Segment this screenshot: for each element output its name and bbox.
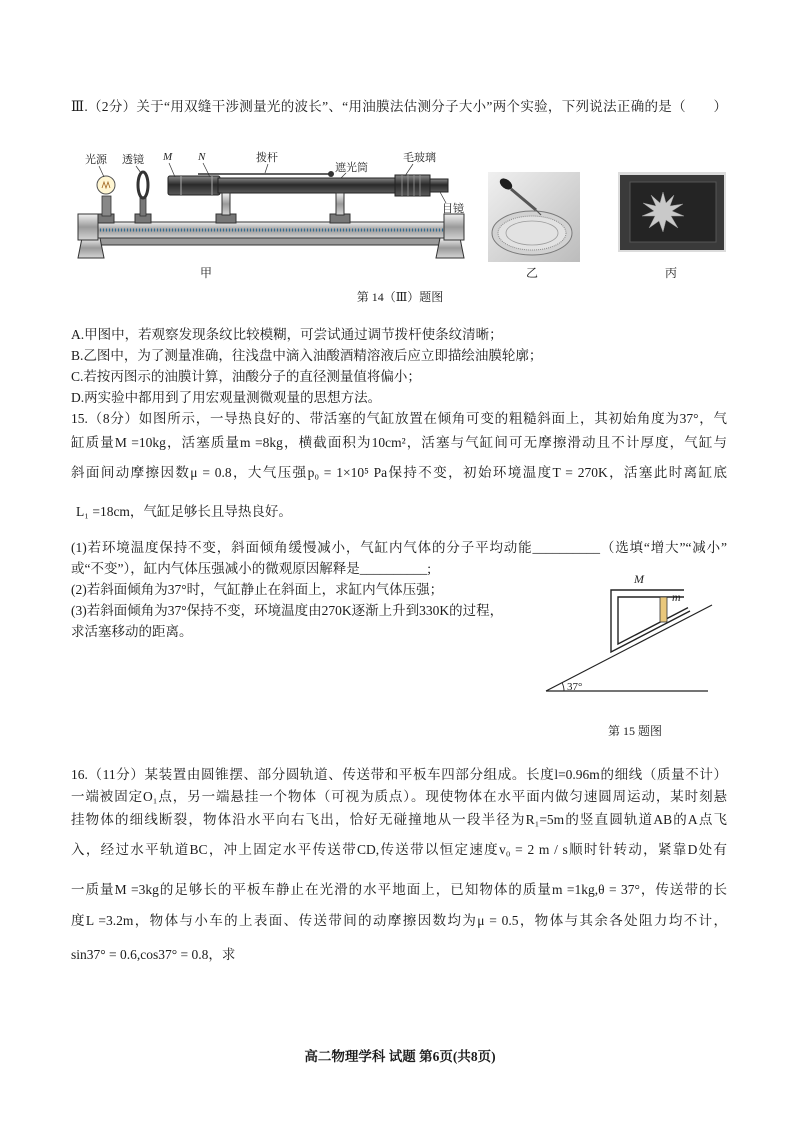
label-piston-mass: m — [672, 590, 681, 604]
label-m-slit: M — [163, 151, 173, 163]
label-cylinder-mass: M — [634, 572, 644, 586]
label-angle: 37° — [567, 681, 583, 693]
page-footer: 高二物理学科 试题 第6页(共8页) — [304, 1049, 496, 1064]
q14-stem: Ⅲ.（2分）关于“用双缝干涉测量光的波长”、“用油膜法估测分子大小”两个实验，下列说法正确的是（ ） — [71, 99, 727, 114]
q15-sub-question-2: (2)若斜面倾角为37°时，气缸静止在斜面上，求缸内气体压强； — [71, 582, 444, 597]
light-bulb-icon — [97, 176, 115, 216]
double-slit-apparatus-diagram — [78, 150, 464, 280]
incline-line — [546, 605, 712, 691]
q15-stem-line: 缸质量M =10kg，活塞质量m =8kg，横截面积为10cm²，活塞与气缸间可无摩擦滑动且不计厚度，气缸与 — [71, 435, 727, 450]
q14-option-c: C.若按丙图示的油膜计算，油酸分子的直径测量值将偏小； — [71, 369, 421, 384]
q15-stem-line: 斜面间动摩擦因数μ = 0.8，大气压强p₀ = 1×10⁵ Pa保持不变，初始环境温度T = 270K，活塞此时离缸底 — [71, 465, 727, 480]
q16-line: 入，经过水平轨道BC，冲上固定水平传送带CD,传送带以恒定速度v₀ = 2 m / s顺时针转动，紧靠D处有 — [71, 842, 727, 857]
q16-line: sin37° = 0.6,cos37° = 0.8，求 — [71, 947, 236, 962]
q14-option-d: D.两实验中都用到了用宏观量测微观量的思想方法。 — [71, 390, 382, 405]
angle-arc — [562, 683, 564, 691]
label-rod: 拨杆 — [256, 152, 278, 164]
label-lens: 透镜 — [122, 154, 144, 166]
q16-line: 度L =3.2m，物体与小车的上表面、传送带间的动摩擦因数均为μ = 0.5，物体与其余各处阻力均不计， — [71, 913, 727, 928]
panel-label-bing: 丙 — [665, 266, 678, 280]
q14-option-a: A.甲图中，若观察发现条纹比较模糊，可尝试通过调节拨杆使条纹清晰； — [71, 327, 503, 342]
label-tube: 遮光筒 — [335, 162, 368, 174]
panel-label-yi: 乙 — [526, 266, 539, 280]
oil-film-photo — [618, 172, 726, 280]
panel-label-jia: 甲 — [200, 266, 213, 280]
label-eyepiece: 目镜 — [442, 203, 464, 215]
q16-line: 一质量M =3kg的足够长的平板车静止在光滑的水平地面上，已知物体的质量m =1kg,θ = 37°，传送带的长 — [71, 882, 727, 897]
light-shield-tube — [168, 175, 448, 215]
q16-line: 16.（11分）某装置由圆锥摆、部分圆轨道、传送带和平板车四部分组成。长度l=0.96m的细线（质量不计） — [71, 767, 727, 782]
cylinder-on-incline-diagram — [546, 572, 712, 693]
q15-sub-question-1-cont: 或“不变”），缸内气体压强减小的微观原因解释是__________; — [71, 561, 431, 576]
q14-option-b: B.乙图中，为了测量准确，往浅盘中滴入油酸酒精溶液后应立即描绘油膜轮廓； — [71, 348, 543, 363]
label-n-slit: N — [198, 151, 206, 163]
q16-line: 挂物体的细线断裂，物体沿水平向右飞出，恰好无碰撞地从一段半径为R₁=5m的竖直圆轨道AB的A点飞 — [71, 812, 727, 827]
oil-drop-photo — [488, 172, 580, 280]
lens-icon — [138, 172, 148, 216]
q15-stem-line: L₁ =18cm，气缸足够长且导热良好。 — [76, 504, 292, 519]
q15-stem-line: 15.（8分）如图所示，一导热良好的、带活塞的气缸放置在倾角可变的粗糙斜面上，其初始角度为37°，气 — [71, 411, 727, 426]
q15-sub-question-3-cont: 求活塞移动的距离。 — [71, 624, 193, 639]
q15-figure-caption: 第 15 题图 — [607, 724, 662, 738]
q15-sub-question-3: (3)若斜面倾角为37°保持不变，环境温度由270K逐渐上升到330K的过程， — [71, 603, 504, 618]
optical-bench — [78, 214, 464, 258]
q16-line: 一端被固定O₁点，另一端悬挂一个物体（可视为质点）。现使物体在水平面内做匀速圆周运动，某时刻悬 — [71, 789, 727, 804]
piston — [660, 597, 667, 622]
label-ground-glass: 毛玻璃 — [403, 152, 436, 164]
q14-figure-caption: 第 14（Ⅲ）题图 — [356, 290, 444, 304]
label-light-source: 光源 — [85, 154, 107, 166]
q15-sub-question-1: (1)若环境温度保持不变，斜面倾角缓慢减小，气缸内气体的分子平均动能__________（选填“增大”“减小” — [71, 540, 727, 555]
